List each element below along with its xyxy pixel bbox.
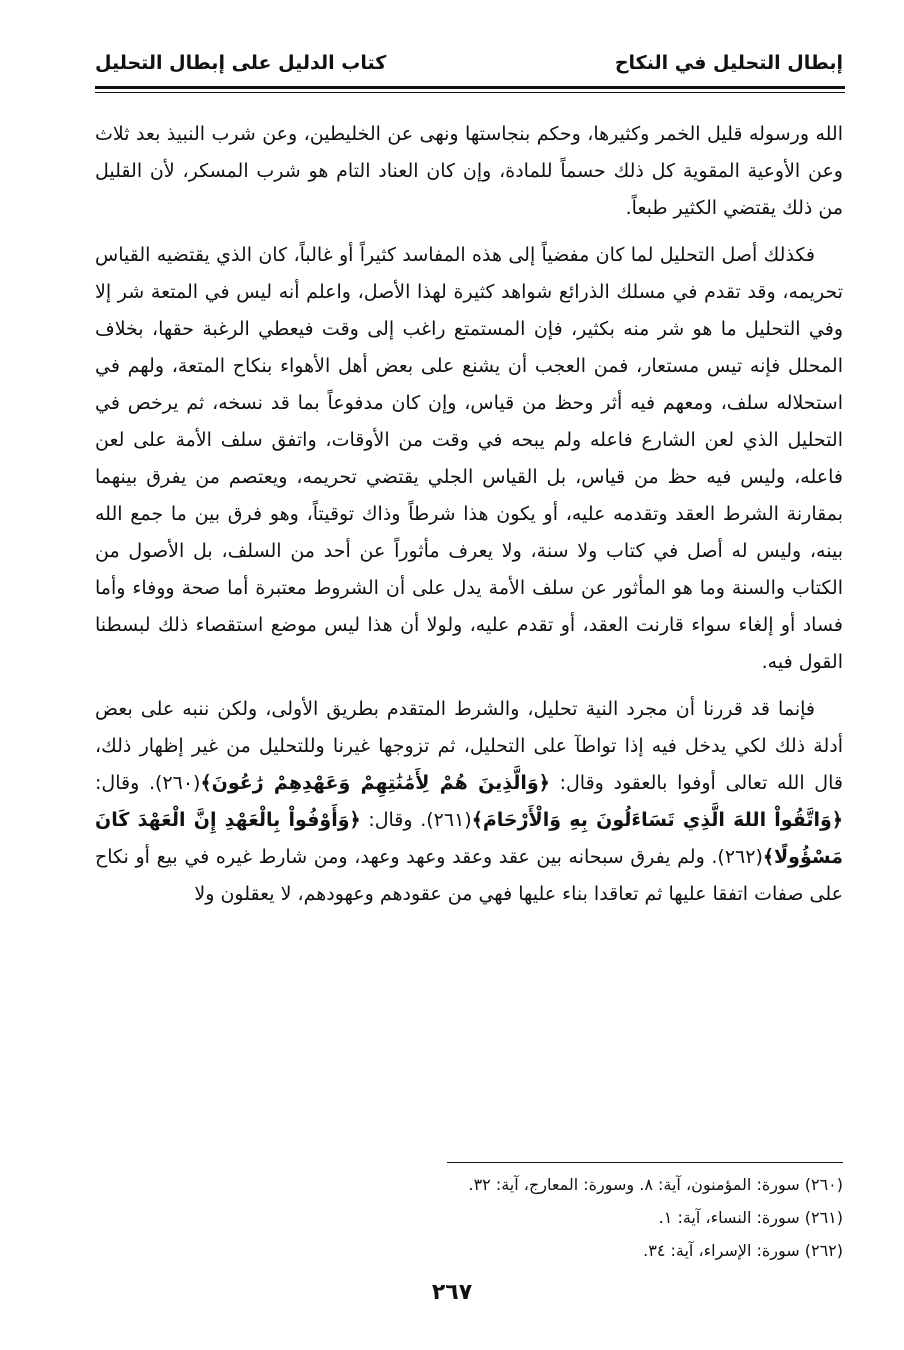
book-title: كتاب الدليل على إبطال التحليل [95,52,387,74]
footnote-ref-260: (٢٦٠) [155,772,201,794]
footnote-262: (٢٦٢) سورة: الإسراء، آية: ٣٤. [643,1241,843,1260]
header-rule-thin [95,92,845,93]
footnote-separator [447,1162,843,1163]
paragraph-2: فكذلك أصل التحليل لما كان مفضياً إلى هذه المفاسد كثيراً أو غالباً، كان الذي يقتضيه القياس تحريمه، وقد تقدم في مسلك الذرائع شواهد كثيرة لهذا الأصل، واعلم أنه ليس في المتعة شر إلا وفي التحليل ما هو شر منه بكثير، فإن المستمتع راغب إلى وقت فيعطي الرغبة حقها، بخلاف المحلل فإنه تيس مستعار، فمن العجب أن يشنع على بعض أهل الأهواء بنكاح المتعة، ولهم في استحلاله سلف، ومعهم فيه أثر وحظ من قياس، وإن كان مدفوعاً بما قد نسخه، ثم يرخص في التحليل الذي لعن الشارع فاعله ولم يبحه في وقت من الأوقات، واتفق سلف الأمة على لعن فاعله، وليس فيه حظ من قياس، بل القياس الجلي يقتضي تحريمه، ويعتصم من يفرق بينهما بمقارنة الشرط العقد وتقدمه عليه، أو يكون هذا شرطاً وذاك توقيتاً، وهو فرق بين ما جمع الله بينه، وليس له أصل في كتاب ولا سنة، ولا يعرف مأثوراً عن أحد من السلف، بل الأصول من الكتاب والسنة وما هو المأثور عن سلف الأمة يدل على أن الشروط معتبرة أما صحة ووفاء وأما فساد أو إلغاء سواء قارنت العقد، أو تقدم عليه، ولولا أن هذا ليس موضع استقصاء ذلك لبسطنا القول فيه. [95,244,843,673]
paragraph-3-text-b: . وقال: [95,772,155,794]
footnotes [95,1168,843,1267]
paragraph-3-text-d: . ولم يفرق سبحانه بين عقد وعقد وعهد وعهد، ومن شارط غيره في بيع أو نكاح على صفات اتفقا عليها ثم تعاقدا بناء عليها فهي من عقودهم وعهودهم، لا يعقلون ولا [95,846,843,905]
chapter-title: إبطال التحليل في النكاح [614,52,843,74]
footnote-ref-262: (٢٦٢) [717,846,763,868]
main-text [95,116,843,913]
running-header [95,50,843,84]
quran-verse-2: ﴿وَاتَّقُواْ اللهَ الَّذِي تَسَاءَلُونَ بِهِ وَالْأَرْحَامَ﴾ [471,809,843,831]
footnote-260: (٢٦٠) سورة: المؤمنون، آية: ٨. وسورة: المعارج، آية: ٣٢. [468,1175,843,1194]
paragraph-1: الله ورسوله قليل الخمر وكثيرها، وحكم بنجاستها ونهى عن الخليطين، وعن شرب النبيذ بعد ثلاث وعن الأوعية المقوية كل ذلك حسماً للمادة، وإن كان العناد التام هو شرب المسكر، لأن القليل من ذلك يقتضي الكثير طبعاً. [95,123,843,219]
quran-verse-3: ﴿وَأَوْفُواْ بِالْعَهْدِ إِنَّ الْعَهْدَ كَانَ مَسْؤُولًا﴾ [95,809,843,868]
paragraph-3-text-c: . وقال: [360,809,427,831]
header-rule-thick [95,86,845,89]
quran-verse-1: ﴿وَالَّذِينَ هُمْ لِأَمَٰنَٰتِهِمْ وَعَهْدِهِمْ رَٰعُونَ﴾ [200,772,550,794]
footnote-261: (٢٦١) سورة: النساء، آية: ١. [658,1208,843,1227]
footnote-ref-261: (٢٦١) [426,809,472,831]
paragraph-3 [95,691,843,913]
paragraph-3-text-a: فإنما قد قررنا أن مجرد النية تحليل، والشرط المتقدم بطريق الأولى، ولكن ننبه على بعض أدلة ذلك لكي يدخل فيه إذا تواطآ على التحليل، ثم تزوجها غيرنا وللتحليل من غير إظهار ذلك، قال الله تعالى أوفوا بالعقود وقال: [95,698,843,794]
page-number: ٢٦٧ [431,1280,473,1305]
